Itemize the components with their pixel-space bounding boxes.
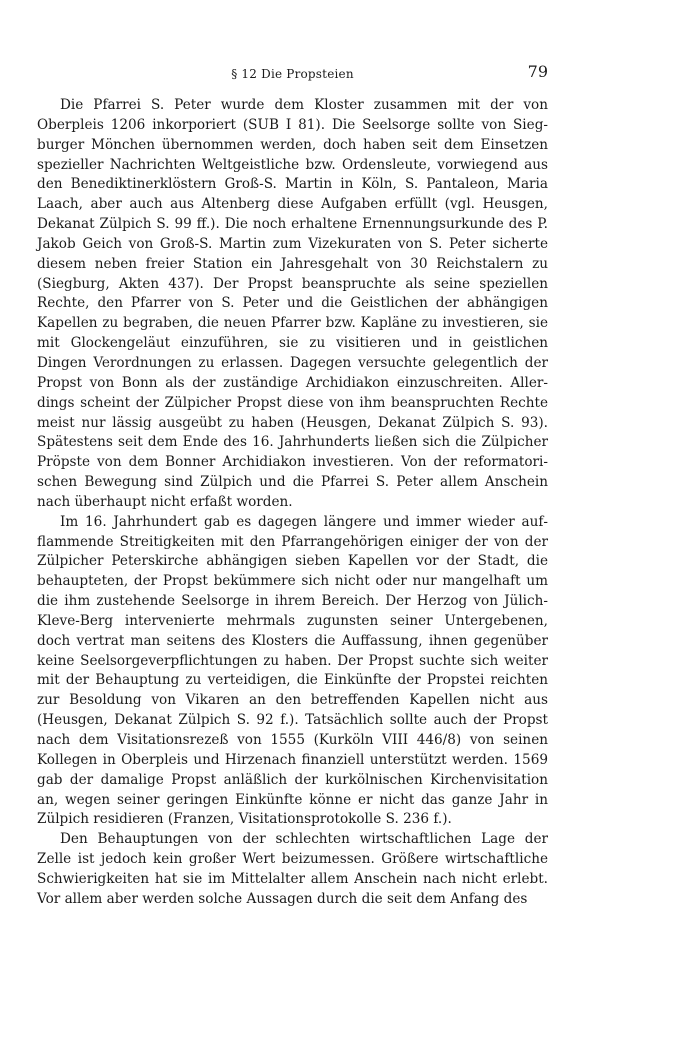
- paragraph-pfarrei-s-peter: Die Pfarrei S. Peter wurde dem Kloster zusammen mit der von Oberpleis 1206 inkorporiert (SUB I 81). Die Seelsorge sollte von Siegburger Mönchen übernommen werden, doch haben seit dem Einsetzen spezieller Nachrichten Weltgeistliche bzw. Ordensleute, vorwiegend aus den Benediktinerklöstern Groß-S. Martin in Köln, S. Pantaleon, Maria Laach, aber auch aus Altenberg diese Aufgaben erfüllt (vgl. Heusgen, Dekanat Zülpich S. 99 ff.). Die noch erhaltene Ernennungsurkunde des P. Jakob Geich von Groß-S. Martin zum Vizekuraten von S. Peter sicherte diesem neben freier Station ein Jahresgehalt von 30 Reichstalern zu (Siegburg, Akten 437). Der Propst beanspruchte als seine speziellen Rechte, den Pfarrer von S. Peter und die Geistlichen der abhängigen Kapellen zu begraben, die neuen Pfarrer bzw. Kapläne zu investieren, sie mit Glockengeläut einzuführen, sie zu visitieren und in geistlichen Dingen Verordnungen zu erlassen. Dagegen versuchte gelegentlich der Propst von Bonn als der zuständige Archidiakon einzuschreiten. Allerdings scheint der Zülpicher Propst diese von ihm beanspruchten Rechte meist nur lässig ausgeübt zu haben (Heusgen, Dekanat Zülpich S. 93). Spätestens seit dem Ende des 16. Jahrhunderts ließen sich die Zülpicher Pröpste von dem Bonner Archidiakon investieren. Von der reformatorischen Bewegung sind Zülpich und die Pfarrei S. Peter allem Anschein nach überhaupt nicht erfaßt worden.: [37, 97, 548, 510]
- page-number: 79: [527, 62, 548, 81]
- paragraph-streitigkeiten: Im 16. Jahrhundert gab es dagegen längere und immer wieder aufflammende Streitigkeiten mit den Pfarrangehörigen einiger der von der Zülpicher Peterskirche abhängigen sieben Kapellen vor der Stadt, die behaupteten, der Propst bekümmere sich nicht oder nur mangelhaft um die ihm zustehende Seelsorge in ihrem Bereich. Der Herzog von Jülich-Kleve-Berg intervenierte mehrmals zugunsten seiner Untergebenen, doch vertrat man seitens des Klosters die Auffassung, ihnen gegenüber keine Seelsorgeverpflichtungen zu haben. Der Propst suchte sich weiter mit der Behauptung zu verteidigen, die Einkünfte der Propstei reichten zur Besoldung von Vikaren an den betreffenden Kapellen nicht aus (Heusgen, Dekanat Zülpich S. 92 f.). Tatsächlich sollte auch der Propst nach dem Visitationsrezeß von 1555 (Kurköln VIII 446/8) von seinen Kollegen in Oberpleis und Hirzenach finanziell unterstützt werden. 1569 gab der damalige Propst anläßlich der kurkölnischen Kirchenvisitation an, wegen seiner geringen Einkünfte könne er nicht das ganze Jahr in Zülpich residieren (Franzen, Visitationsprotokolle S. 236 f.).: [37, 513, 548, 828]
- paragraph-wirtschaftliche-lage: Den Behauptungen von der schlechten wirtschaftlichen Lage der Zelle ist jedoch kein großer Wert beizumessen. Größere wirtschaftliche Schwierigkeiten hat sie im Mittelalter allem Anschein nach nicht erlebt. Vor allem aber werden solche Aussagen durch die seit dem Anfang des: [37, 831, 548, 907]
- book-page: [37, 62, 548, 910]
- body-text: [37, 96, 548, 910]
- running-header: [37, 62, 548, 88]
- running-header-title: § 12 Die Propsteien: [231, 67, 354, 81]
